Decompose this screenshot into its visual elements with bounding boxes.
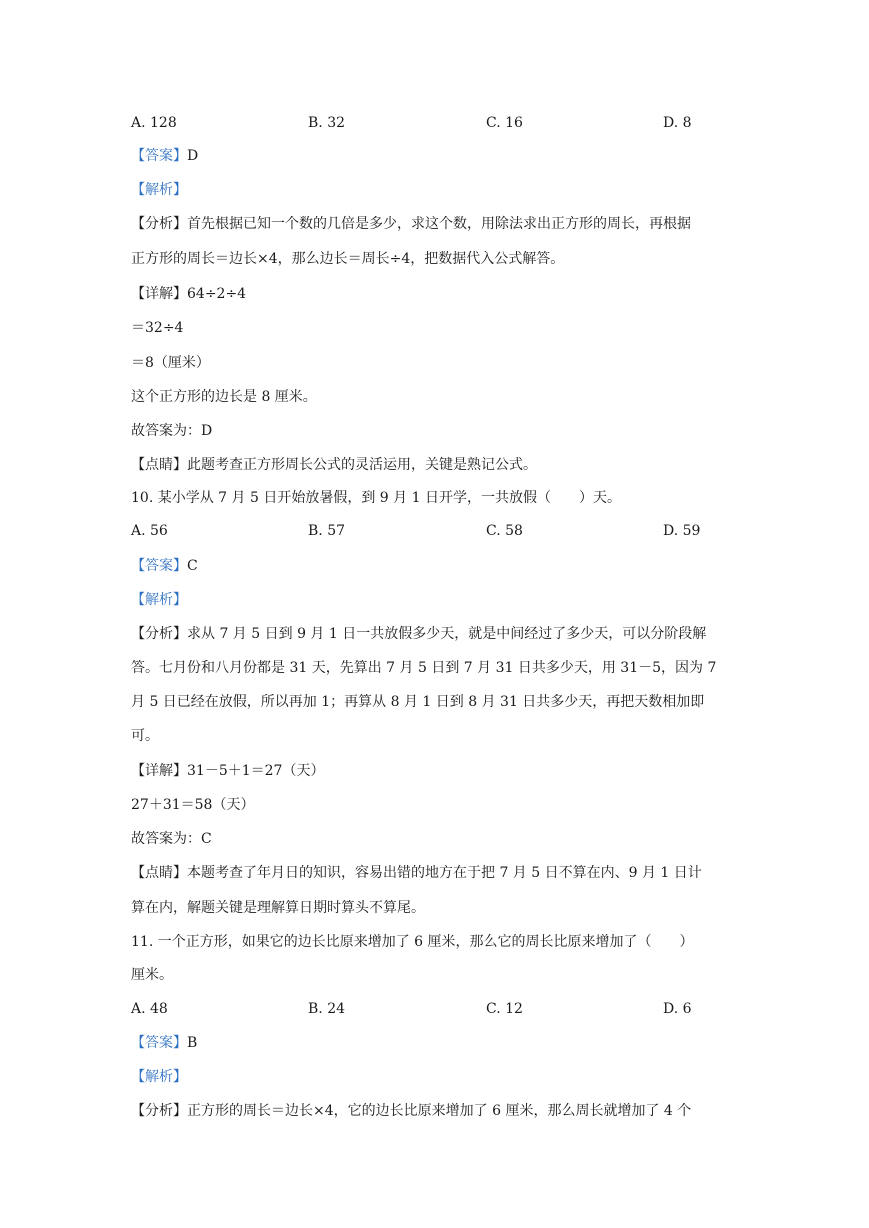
xiangjie-q9-line-2: ＝32÷4 [131,320,184,336]
fenxi-q10-line-1: 【分析】求从 7 月 5 日到 9 月 1 日一共放假多少天，就是中间经过了多少天，可以分阶段解 [131,626,707,642]
analysis-tag: 【解析】 [131,592,187,608]
fenxi-q9-line-2: 正方形的周长＝边长×4，那么边长＝周长÷4，把数据代入公式解答。 [131,251,565,267]
option-b: B. 57 [308,523,346,539]
analysis-tag: 【解析】 [131,1069,187,1085]
fenxi-tag: 【分析】 [131,216,187,232]
option-c: C. 58 [486,523,523,539]
dianjing-q9: 【点睛】此题考查正方形周长公式的灵活运用，关键是熟记公式。 [131,457,537,473]
answer-tag: 【答案】 [131,148,187,164]
answer-value: D [187,148,199,164]
fenxi-tag: 【分析】 [131,1103,187,1119]
dianjing-tag: 【点睛】 [131,457,187,473]
option-c: C. 16 [486,115,523,131]
answer-tag: 【答案】 [131,1035,187,1051]
fenxi-tag: 【分析】 [131,626,187,642]
option-a: A. 128 [131,115,177,131]
xiangjie-q10-line-2: 27＋31＝58（天） [131,797,255,813]
question-11-stem-line-1: 11. 一个正方形，如果它的边长比原来增加了 6 厘米，那么它的周长比原来增加了（ ） [131,934,694,950]
xiangjie-q9-line-4: 这个正方形的边长是 8 厘米。 [131,389,317,405]
answer-value: B [187,1035,198,1051]
xiangjie-q9-line-3: ＝8（厘米） [131,355,210,371]
dianjing-tag: 【点睛】 [131,865,187,881]
dianjing-q10-line-1: 【点睛】本题考查了年月日的知识，容易出错的地方在于把 7 月 5 日不算在内、9 月 1 日计 [131,865,702,881]
fenxi-q9-line-1: 【分析】首先根据已知一个数的几倍是多少，求这个数，用除法求出正方形的周长，再根据 [131,216,691,232]
xiangjie-tag: 【详解】 [131,286,187,302]
option-c: C. 12 [486,1001,523,1017]
option-d: D. 6 [663,1001,692,1017]
analysis-heading-q11 [131,1068,741,1086]
conclusion-q10: 故答案为：C [131,831,212,847]
question-11-stem-line-2: 厘米。 [131,967,173,983]
answer-line-q10 [131,557,741,575]
answer-value: C [187,558,198,574]
analysis-heading-q9 [131,181,741,199]
option-b: B. 24 [308,1001,346,1017]
fenxi-q10-line-4: 可。 [131,728,159,744]
fenxi-q11-line-1: 【分析】正方形的周长＝边长×4，它的边长比原来增加了 6 厘米，那么周长就增加了 4 个 [131,1103,692,1119]
fenxi-q10-line-3: 月 5 日已经在放假，所以再加 1；再算从 8 月 1 日到 8 月 31 日共多少天，再把天数相加即 [131,694,705,710]
xiangjie-q10-line-1: 【详解】31－5＋1＝27（天） [131,763,325,779]
answer-line-q11 [131,1034,741,1052]
option-d: D. 59 [663,523,701,539]
xiangjie-q9-line-1: 【详解】64÷2÷4 [131,286,247,302]
fenxi-q10-line-2: 答。七月份和八月份都是 31 天，先算出 7 月 5 日到 7 月 31 日共多少天，用 31－5，因为 7 [131,660,717,676]
answer-tag: 【答案】 [131,558,187,574]
option-a: A. 56 [131,523,168,539]
option-b: B. 32 [308,115,346,131]
answer-line-q9 [131,147,741,165]
option-a: A. 48 [131,1001,168,1017]
conclusion-q9: 故答案为：D [131,423,213,439]
analysis-tag: 【解析】 [131,182,187,198]
question-10-stem: 10. 某小学从 7 月 5 日开始放暑假，到 9 月 1 日开学，一共放假（ ）天。 [131,490,621,506]
option-d: D. 8 [663,115,692,131]
analysis-heading-q10 [131,591,741,609]
dianjing-q10-line-2: 算在内，解题关键是理解算日期时算头不算尾。 [131,900,425,916]
xiangjie-tag: 【详解】 [131,763,187,779]
